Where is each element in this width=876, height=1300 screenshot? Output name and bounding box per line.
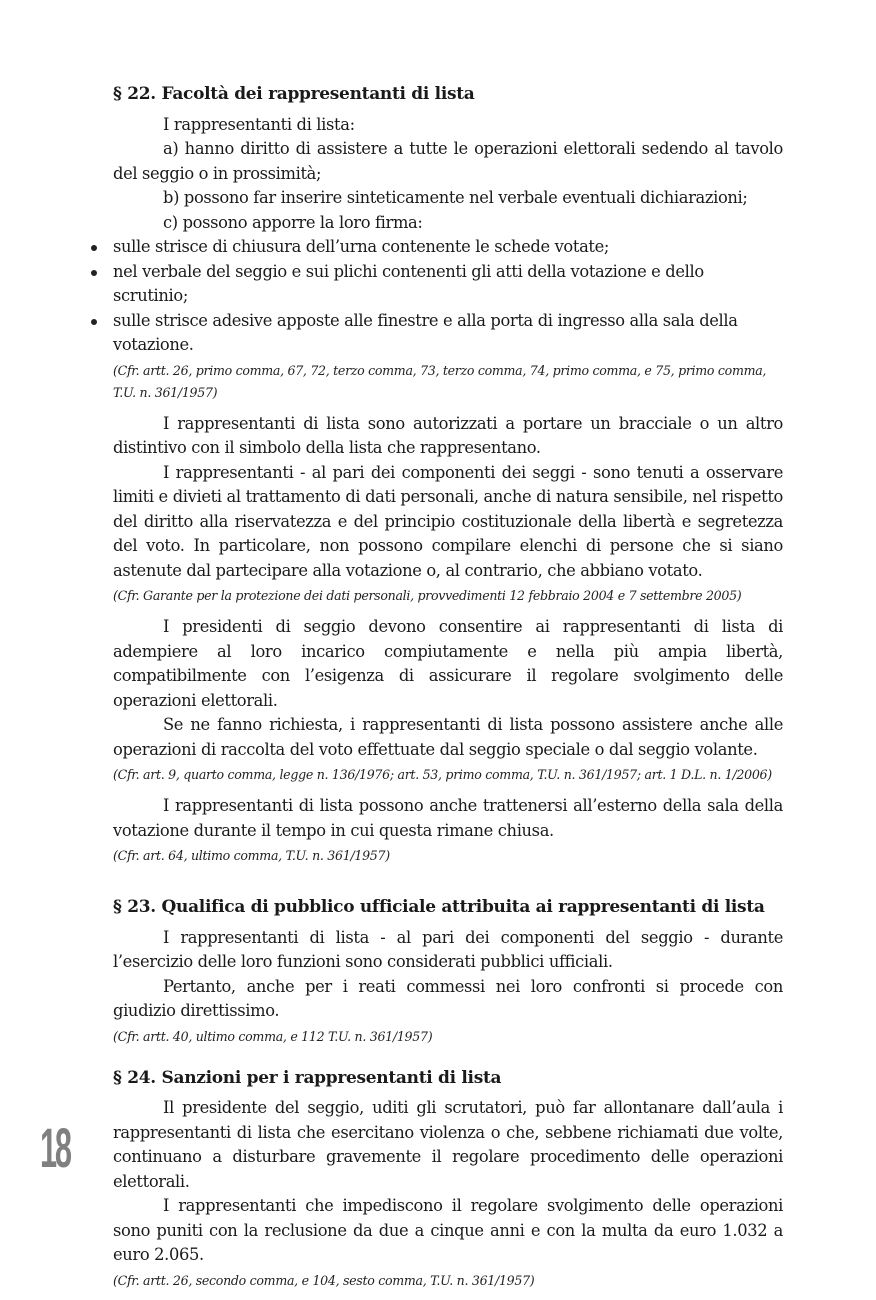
section-24 [113,1066,783,1292]
list-item-c: c) possono apporre la loro firma: [163,212,423,232]
section-23 [113,895,783,1048]
legal-reference: (Cfr. artt. 26, primo comma, 67, 72, terzo comma, 73, terzo comma, 74, primo comma, e 75, primo comma, T.U. n. 361/1957) [113,362,767,400]
paragraph: I rappresentanti di lista possono anche trattenersi all’esterno della sala della votazione durante il tempo in cui questa rimane chiusa. [113,796,783,840]
bullet-list [113,235,783,358]
paragraph: Il presidente del seggio, uditi gli scrutatori, può far allontanare dall’aula i rappresentanti di lista che esercitano violenza o che, sebbene richiamati due volte, continuano a disturbare gravemente il regolare procedimento delle operazioni elettorali. [113,1098,783,1191]
paragraph: I rappresentanti di lista sono autorizzati a portare un bracciale o un altro distintivo con il simbolo della lista che rappresentano. [113,413,783,457]
bullet-item [91,309,783,358]
paragraph: I rappresentanti - al pari dei componenti dei seggi - sono tenuti a osservare limiti e divieti al trattamento di dati personali, anche di natura sensibile, nel rispetto del diritto alla riservatezza e del principio costituzionale della libertà e segretezza del voto. In particolare, non possono compilare elenchi di persone che si siano astenute dal partecipare alla votazione o, al contrario, che abbiano votato. [113,462,783,580]
paragraph: I rappresentanti che impediscono il regolare svolgimento delle operazioni sono puniti con la reclusione da due a cinque anni e con la multa da euro 1.032 a euro 2.065. [113,1196,783,1264]
legal-reference: (Cfr. artt. 26, secondo comma, e 104, sesto comma, T.U. n. 361/1957) [113,1272,535,1288]
section-22 [113,82,783,867]
document-page [113,82,783,1300]
list-item-a: a) hanno diritto di assistere a tutte le operazioni elettorali sedendo al tavolo del seggio o in prossimità; [113,139,783,183]
legal-reference: (Cfr. art. 64, ultimo comma, T.U. n. 361/1957) [113,848,390,863]
legal-reference: (Cfr. artt. 40, ultimo comma, e 112 T.U. n. 361/1957) [113,1028,433,1044]
paragraph: Pertanto, anche per i reati commessi nei loro confronti si procede con giudizio direttissimo. [113,976,783,1020]
bullet-item [91,260,783,309]
paragraph: I rappresentanti di lista - al pari dei componenti del seggio - durante l’esercizio delle loro funzioni sono considerati pubblici ufficiali. [113,927,783,971]
bullet-text: sulle strisce di chiusura dell’urna contenente le schede votate; [113,237,610,256]
section-heading: § 24. Sanzioni per i rappresentanti di lista [113,1067,502,1088]
bullet-icon [91,319,97,325]
legal-reference: (Cfr. art. 9, quarto comma, legge n. 136/1976; art. 53, primo comma, T.U. n. 361/1957; art. 1 D.L. n. 1/2006) [113,767,772,782]
bullet-icon [91,245,97,251]
paragraph: I rappresentanti di lista: [163,114,355,134]
paragraph: I presidenti di seggio devono consentire ai rappresentanti di lista di adempiere al loro incarico compiutamente e nella più ampia libertà, compatibilmente con l’esigenza di assicurare il regolare svolgimento delle operazioni elettorali. [113,617,783,710]
section-heading: § 23. Qualifica di pubblico ufficiale attribuita ai rappresentanti di lista [113,897,765,917]
section-spacer [113,875,783,895]
bullet-text: nel verbale del seggio e sui plichi contenenti gli atti della votazione e dello scrutinio; [113,261,704,305]
legal-reference: (Cfr. Garante per la protezione dei dati personali, provvedimenti 12 febbraio 2004 e 7 settembre 2005) [113,588,742,603]
section-heading: § 22. Facoltà dei rappresentanti di lista [113,84,475,104]
bullet-icon [91,270,97,276]
page-number: 18 [40,1116,70,1179]
paragraph: Se ne fanno richiesta, i rappresentanti di lista possono assistere anche alle operazioni di raccolta del voto effettuate dal seggio speciale o dal seggio volante. [113,715,783,759]
bullet-text: sulle strisce adesive apposte alle finestre e alla porta di ingresso alla sala della votazione. [113,310,738,354]
list-item-b: b) possono far inserire sinteticamente nel verbale eventuali dichiarazioni; [163,188,748,207]
section-spacer [113,1056,783,1066]
bullet-item [91,235,783,260]
